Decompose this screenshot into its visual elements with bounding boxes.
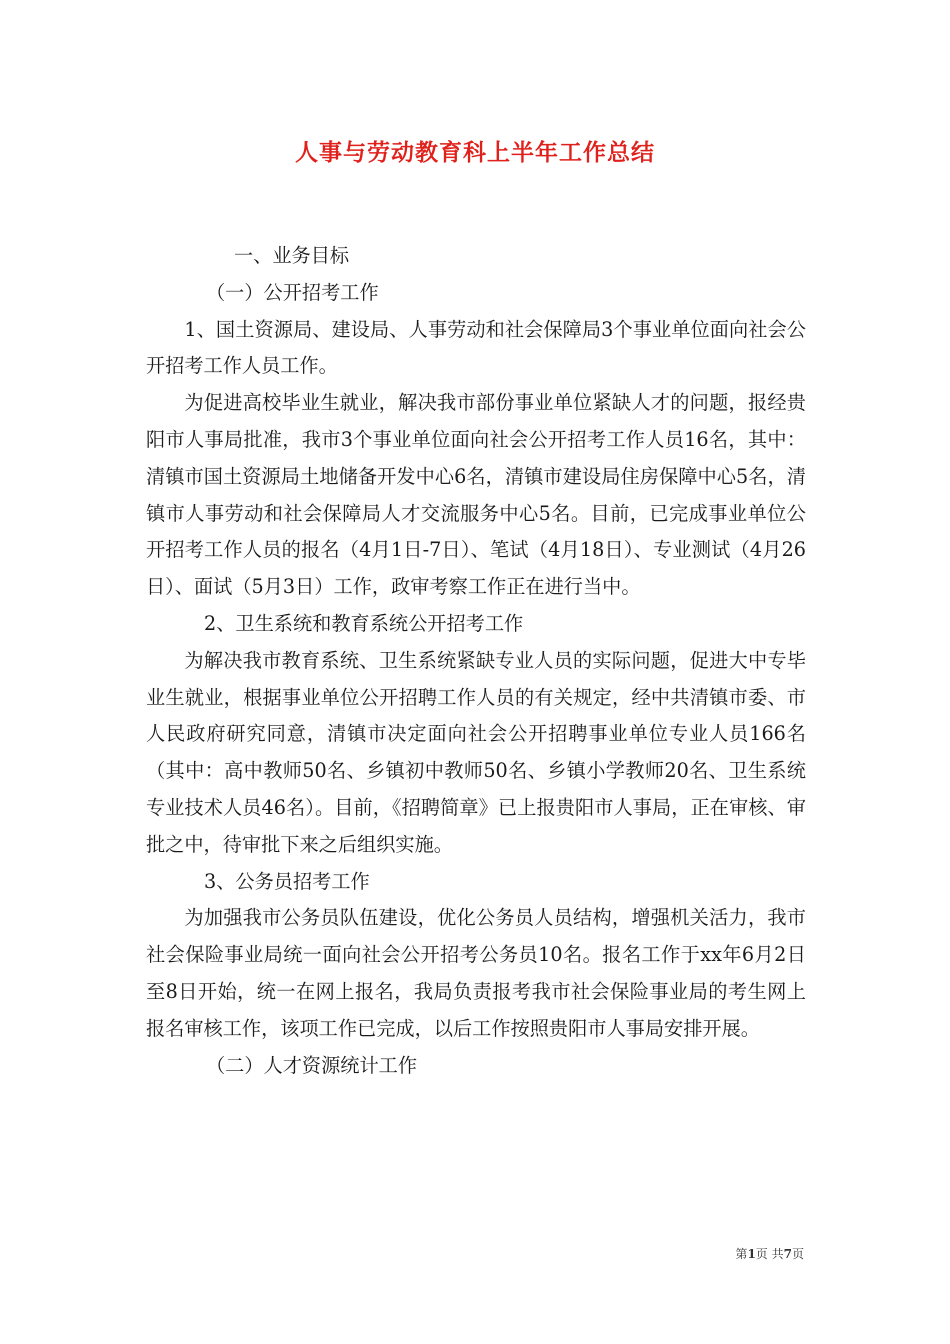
paragraph-item2-body: 为解决我市教育系统、卫生系统紧缺专业人员的实际问题，促进大中专毕业生就业，根据事业单位公开招聘工作人员的有关规定，经中共清镇市委、市人民政府研究同意，清镇市决定面向社会公开招聘事业单位专业人员166名（其中：高中教师50名、乡镇初中教师50名、乡镇小学教师20名、卫生系统专业技术人员46名）。目前，《招聘简章》已上报贵阳市人事局，正在审核、审批之中，待审批下来之后组织实施。 [146, 648, 806, 856]
subsection-heading-talent-statistics: （二）人才资源统计工作 [206, 1053, 418, 1077]
section-heading-business-goals: 一、业务目标 [234, 244, 350, 267]
subsection-heading-public-recruitment: （一）公开招考工作 [206, 280, 379, 304]
paragraph-item3-body: 为加强我市公务员队伍建设，优化公务员人员结构，增强机关活力，我市社会保险事业局统一面向社会公开招考公务员10名。报名工作于xx年6月2日至8日开始，统一在网上报名，我局负责报考我市社会保险事业局的考生网上报名审核工作，该项工作已完成，以后工作按照贵阳市人事局安排开展。 [146, 906, 806, 1040]
footer-middle: 页 共 [755, 1247, 784, 1261]
paragraph-item1-body: 为促进高校毕业生就业，解决我市部份事业单位紧缺人才的问题，报经贵阳市人事局批准，我市3个事业单位面向社会公开招考工作人员16名，其中：清镇市国土资源局土地储备开发中心6名，清镇市建设局住房保障中心5名，清镇市人事劳动和社会保障局人才交流服务中心5名。目前，已完成事业单位公开招考工作人员的报名（4月1日-7日）、笔试（4月18日）、专业测试（4月26日）、面试（5月3日）工作，政审考察工作正在进行当中。 [146, 391, 806, 599]
footer-prefix: 第 [735, 1247, 748, 1261]
item-heading-land-construction-hr: 1、国土资源局、建设局、人事劳动和社会保障局3个事业单位面向社会公开招考工作人员工作。 [146, 317, 806, 378]
document-title: 人事与劳动教育科上半年工作总结 [295, 139, 655, 166]
item-heading-health-education: 2、卫生系统和教育系统公开招考工作 [204, 611, 524, 635]
document-body [146, 238, 806, 1084]
footer-suffix: 页 [791, 1247, 804, 1261]
footer-total-pages: 7 [783, 1247, 792, 1261]
footer-page-number: 1 [747, 1247, 756, 1261]
page-footer [735, 1245, 804, 1262]
item-heading-civil-servant: 3、公务员招考工作 [204, 869, 370, 893]
